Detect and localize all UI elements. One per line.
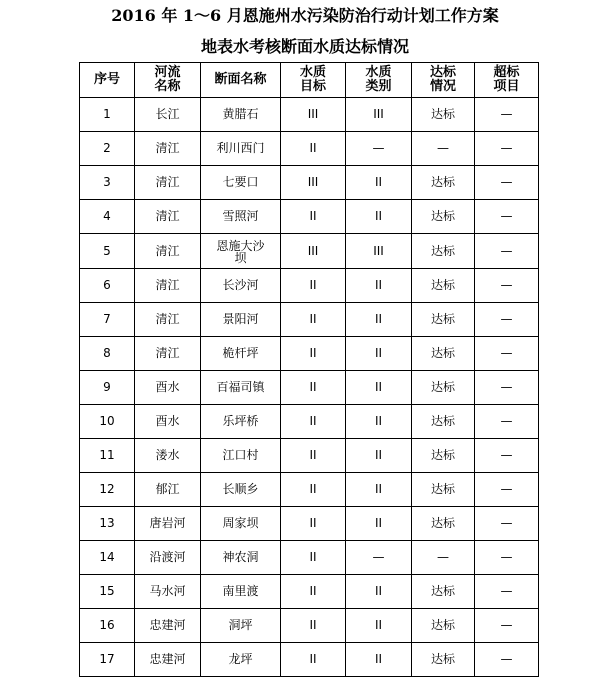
table-row <box>80 303 539 337</box>
cell-status: 达标 <box>412 507 475 541</box>
cell-seq: 13 <box>80 507 135 541</box>
table-row <box>80 371 539 405</box>
cell-target: II <box>281 200 346 234</box>
cell-category: II <box>346 575 412 609</box>
cell-seq: 12 <box>80 473 135 507</box>
cell-target: II <box>281 439 346 473</box>
cell-target: II <box>281 371 346 405</box>
cell-category: II <box>346 405 412 439</box>
cell-section: 桅杆坪 <box>201 337 281 371</box>
header-river <box>135 63 201 98</box>
cell-category: II <box>346 337 412 371</box>
header-target <box>281 63 346 98</box>
cell-seq: 15 <box>80 575 135 609</box>
cell-section: 神农洞 <box>201 541 281 575</box>
cell-target: II <box>281 473 346 507</box>
cell-status: 达标 <box>412 371 475 405</box>
cell-status: 达标 <box>412 473 475 507</box>
cell-section: 利川西门 <box>201 132 281 166</box>
cell-status: 达标 <box>412 98 475 132</box>
cell-section: 百福司镇 <box>201 371 281 405</box>
cell-over: — <box>475 200 539 234</box>
cell-river: 清江 <box>135 132 201 166</box>
document-title: 2016 年 1～6 月恩施州水污染防治行动计划工作方案 <box>111 6 499 25</box>
cell-seq: 10 <box>80 405 135 439</box>
header-river-label: 河流名称 <box>154 65 181 94</box>
table-row <box>80 269 539 303</box>
cell-section: 江口村 <box>201 439 281 473</box>
cell-target: II <box>281 132 346 166</box>
cell-status: 达标 <box>412 303 475 337</box>
header-category-label: 水质类别 <box>365 65 392 94</box>
cell-category: III <box>346 98 412 132</box>
cell-target: II <box>281 337 346 371</box>
document-subtitle: 地表水考核断面水质达标情况 <box>200 37 409 56</box>
cell-seq: 6 <box>80 269 135 303</box>
table-row <box>80 473 539 507</box>
cell-category: II <box>346 609 412 643</box>
cell-category: II <box>346 200 412 234</box>
cell-category: II <box>346 166 412 200</box>
cell-seq: 17 <box>80 643 135 677</box>
cell-section: 长顺乡 <box>201 473 281 507</box>
cell-river: 清江 <box>135 303 201 337</box>
cell-over: — <box>475 98 539 132</box>
cell-status: 达标 <box>412 200 475 234</box>
cell-category: II <box>346 269 412 303</box>
cell-seq: 14 <box>80 541 135 575</box>
header-target-label: 水质目标 <box>299 65 326 94</box>
cell-target: III <box>281 234 346 269</box>
cell-river: 清江 <box>135 234 201 269</box>
cell-river: 清江 <box>135 269 201 303</box>
cell-status: 达标 <box>412 337 475 371</box>
cell-section: 乐坪桥 <box>201 405 281 439</box>
cell-seq: 5 <box>80 234 135 269</box>
cell-target: II <box>281 269 346 303</box>
table-row <box>80 609 539 643</box>
table-row <box>80 643 539 677</box>
cell-status: 达标 <box>412 405 475 439</box>
cell-status: 达标 <box>412 575 475 609</box>
cell-target: III <box>281 166 346 200</box>
cell-river: 马水河 <box>135 575 201 609</box>
cell-over: — <box>475 473 539 507</box>
cell-river: 酉水 <box>135 371 201 405</box>
water-quality-table <box>79 62 539 677</box>
cell-seq: 16 <box>80 609 135 643</box>
cell-category: II <box>346 371 412 405</box>
cell-status: 达标 <box>412 234 475 269</box>
cell-section: 景阳河 <box>201 303 281 337</box>
cell-target: II <box>281 609 346 643</box>
cell-category: II <box>346 439 412 473</box>
cell-section: 黄腊石 <box>201 98 281 132</box>
table-row <box>80 541 539 575</box>
cell-river: 清江 <box>135 200 201 234</box>
cell-target: II <box>281 643 346 677</box>
cell-over: — <box>475 234 539 269</box>
cell-category: — <box>346 132 412 166</box>
cell-seq: 7 <box>80 303 135 337</box>
table-row <box>80 132 539 166</box>
cell-category: — <box>346 541 412 575</box>
cell-status: 达标 <box>412 269 475 303</box>
header-over-label: 超标项目 <box>493 65 520 94</box>
cell-over: — <box>475 575 539 609</box>
header-seq: 序号 <box>80 63 135 98</box>
cell-over: — <box>475 337 539 371</box>
header-category <box>346 63 412 98</box>
cell-river: 忠建河 <box>135 643 201 677</box>
cell-status: 达标 <box>412 609 475 643</box>
cell-category: II <box>346 473 412 507</box>
cell-seq: 3 <box>80 166 135 200</box>
cell-seq: 1 <box>80 98 135 132</box>
cell-over: — <box>475 541 539 575</box>
cell-status: — <box>412 132 475 166</box>
cell-target: II <box>281 405 346 439</box>
cell-category: II <box>346 303 412 337</box>
table-row <box>80 405 539 439</box>
table-row <box>80 575 539 609</box>
header-section: 断面名称 <box>201 63 281 98</box>
cell-river: 清江 <box>135 166 201 200</box>
table-row <box>80 507 539 541</box>
cell-target: II <box>281 507 346 541</box>
table-row <box>80 337 539 371</box>
cell-over: — <box>475 439 539 473</box>
table-body <box>80 98 539 677</box>
header-status-label: 达标情况 <box>429 65 456 94</box>
cell-status: 达标 <box>412 439 475 473</box>
cell-target: II <box>281 575 346 609</box>
cell-over: — <box>475 303 539 337</box>
cell-river: 清江 <box>135 337 201 371</box>
table-row <box>80 98 539 132</box>
cell-river: 酉水 <box>135 405 201 439</box>
cell-category: III <box>346 234 412 269</box>
cell-section <box>201 234 281 269</box>
cell-seq: 11 <box>80 439 135 473</box>
cell-river: 长江 <box>135 98 201 132</box>
cell-river: 沿渡河 <box>135 541 201 575</box>
cell-category: II <box>346 507 412 541</box>
cell-section: 龙坪 <box>201 643 281 677</box>
cell-river: 忠建河 <box>135 609 201 643</box>
cell-over: — <box>475 371 539 405</box>
cell-river: 唐岩河 <box>135 507 201 541</box>
table-row <box>80 166 539 200</box>
cell-section: 洞坪 <box>201 609 281 643</box>
cell-over: — <box>475 166 539 200</box>
cell-seq: 8 <box>80 337 135 371</box>
cell-target: III <box>281 98 346 132</box>
cell-section: 南里渡 <box>201 575 281 609</box>
cell-over: — <box>475 507 539 541</box>
cell-seq: 4 <box>80 200 135 234</box>
table-row <box>80 200 539 234</box>
header-over <box>475 63 539 98</box>
cell-over: — <box>475 643 539 677</box>
cell-over: — <box>475 609 539 643</box>
table-row <box>80 234 539 269</box>
cell-over: — <box>475 269 539 303</box>
cell-over: — <box>475 132 539 166</box>
cell-section: 雪照河 <box>201 200 281 234</box>
cell-over: — <box>475 405 539 439</box>
cell-section: 周家坝 <box>201 507 281 541</box>
cell-section: 七要口 <box>201 166 281 200</box>
cell-status: 达标 <box>412 643 475 677</box>
cell-status: — <box>412 541 475 575</box>
header-status <box>412 63 475 98</box>
cell-river: 郁江 <box>135 473 201 507</box>
cell-status: 达标 <box>412 166 475 200</box>
cell-target: II <box>281 541 346 575</box>
cell-section-wrapped: 恩施大沙坝 <box>216 238 265 265</box>
cell-seq: 9 <box>80 371 135 405</box>
cell-target: II <box>281 303 346 337</box>
cell-seq: 2 <box>80 132 135 166</box>
table-header-row <box>80 63 539 98</box>
table-row <box>80 439 539 473</box>
cell-river: 溇水 <box>135 439 201 473</box>
cell-section: 长沙河 <box>201 269 281 303</box>
cell-category: II <box>346 643 412 677</box>
